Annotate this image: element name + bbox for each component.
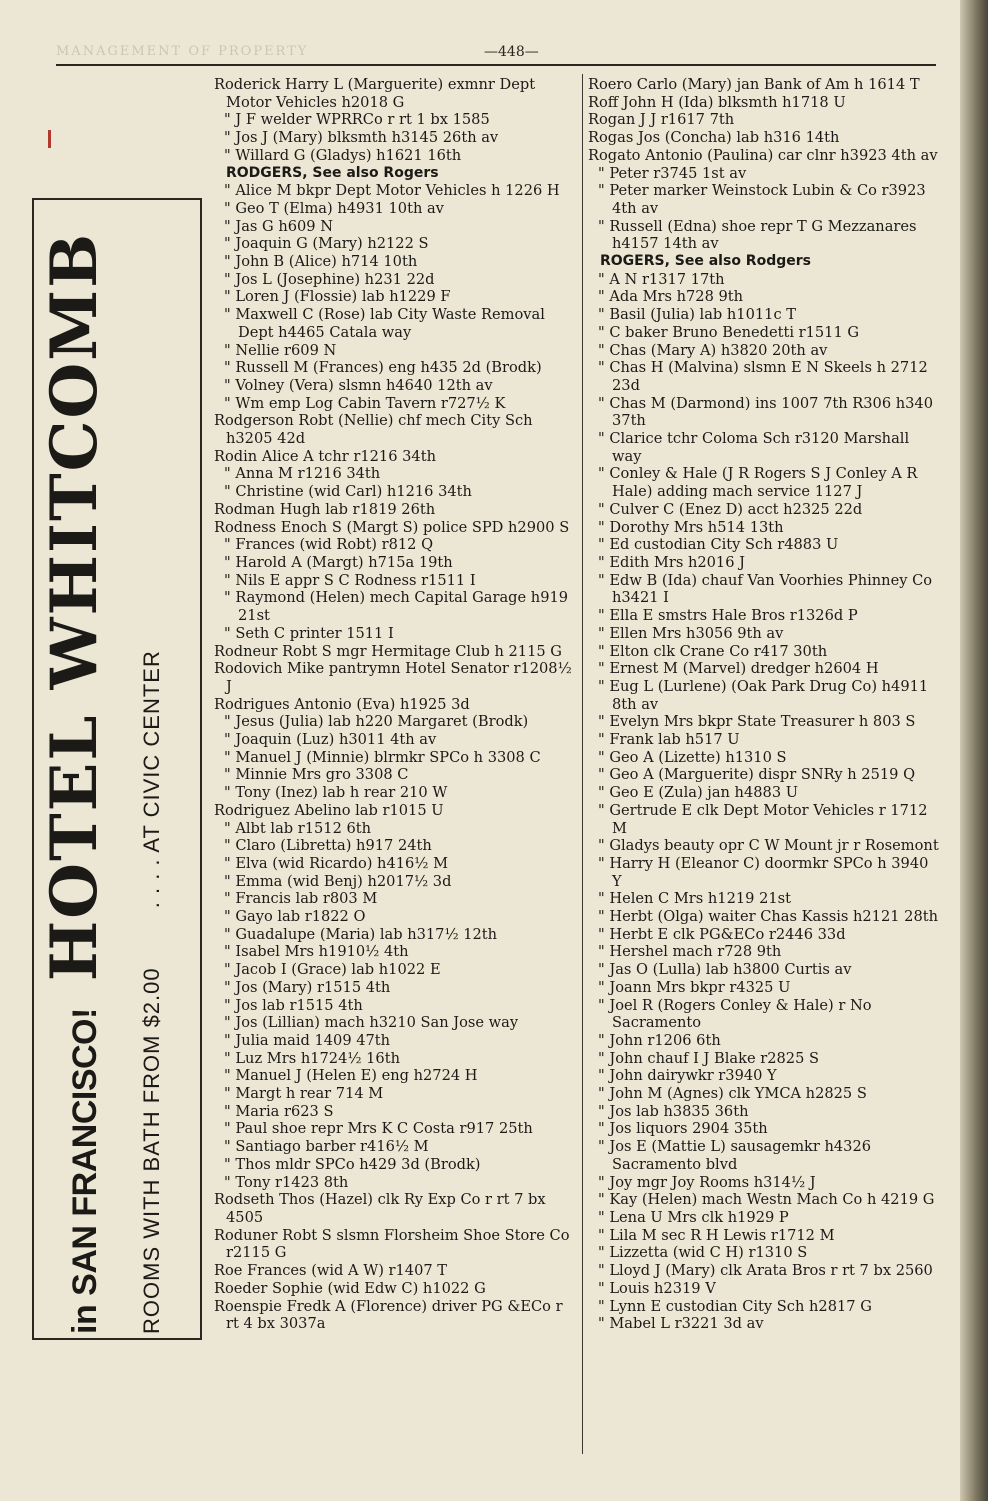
directory-entry: " Margt h rear 714 M [224,1085,384,1103]
directory-entry: " John M (Agnes) clk YMCA h2825 S [598,1085,867,1103]
directory-entry: " Claro (Libretta) h917 24th [224,837,432,855]
directory-entry: " Julia maid 1409 47th [224,1031,391,1049]
directory-entry: " Jos J (Mary) blksmth h3145 26th av [224,129,499,147]
directory-entry: " J F welder WPRRCo r rt 1 bx 1585 [224,111,490,129]
directory-entry: " Joaquin (Luz) h3011 4th av [224,731,437,749]
directory-entry: " Harold A (Margt) h715a 19th [224,553,453,571]
directory-entry: " Russell (Edna) shoe repr T G Mezzanares h4157 14th av [598,217,917,253]
directory-entry: " Jas O (Lulla) lab h3800 Curtis av [598,961,852,979]
page-number: —448— [484,44,539,60]
directory-entry: " John dairywkr r3940 Y [598,1067,777,1085]
directory-entry: Roduner Robt S slsmn Florsheim Shoe Store Co r2115 G [214,1226,570,1262]
directory-entry: " Eug L (Lurlene) (Oak Park Drug Co) h4911 8th av [598,677,929,713]
directory-entry: " Joy mgr Joy Rooms h314½ J [598,1173,816,1191]
directory-entry: " Jos lab h3835 36th [598,1102,749,1120]
directory-entry: " Geo T (Elma) h4931 10th av [224,199,444,217]
column-divider [582,74,583,1454]
directory-entry: " Jos L (Josephine) h231 22d [224,270,435,288]
directory-entry: " John chauf I J Blake r2825 S [598,1049,819,1067]
directory-entry: " Santiago barber r416½ M [224,1138,429,1156]
directory-entry: " Luz Mrs h1724½ 16th [224,1049,400,1067]
directory-entry: " Lila M sec R H Lewis r1712 M [598,1226,835,1244]
directory-entry: " Nellie r609 N [224,341,337,359]
directory-entry: " Louis h2319 V [598,1279,716,1297]
directory-entry: " Mabel L r3221 3d av [598,1315,764,1333]
directory-entry: " Edw B (Ida) chauf Van Voorhies Phinney Co h3421 I [598,571,933,607]
directory-entry: " Francis lab r803 M [224,890,378,908]
directory-entry: " Peter marker Weinstock Lubin & Co r3923 4th av [598,182,926,217]
directory-entry: " Dorothy Mrs h514 13th [598,518,784,536]
directory-entry: Rogas Jos (Concha) lab h316 14th [588,129,840,147]
directory-entry: " Edith Mrs h2016 J [598,553,745,571]
directory-entry: " Ellen Mrs h3056 9th av [598,624,784,642]
section-heading: ROGERS, See also Rodgers [600,253,811,270]
directory-entry: " Anna M r1216 34th [224,465,381,483]
directory-entry: " Evelyn Mrs bkpr State Treasurer h 803 S [598,713,916,731]
ad-location: . . . . AT CIVIC CENTER [139,650,164,909]
directory-entry: " Jos E (Mattie L) sausagemkr h4326 Sacramento blvd [598,1138,872,1173]
directory-entry: " Lizzetta (wid C H) r1310 S [598,1244,808,1262]
directory-entry: Rodman Hugh lab r1819 26th [214,500,436,518]
directory-entry: " Clarice tchr Coloma Sch r3120 Marshall way [598,430,910,465]
directory-entry: " Jesus (Julia) lab h220 Margaret (Brodk) [224,713,529,731]
directory-entry: " Joel R (Rogers Conley & Hale) r No Sacramento [598,996,872,1032]
ad-subline [139,204,165,1334]
directory-entry: " Elva (wid Ricardo) h416½ M [224,854,449,872]
directory-entry: " Albt lab r1512 6th [224,819,372,837]
directory-entry: " Jos (Lillian) mach h3210 San Jose way [224,1014,519,1032]
directory-entry: " Gladys beauty opr C W Mount jr r Rosemont [598,837,939,855]
directory-entry: " Elton clk Crane Co r417 30th [598,642,828,660]
directory-entry: " Chas M (Darmond) ins 1007 7th R306 h340 37th [598,394,933,430]
directory-entry: " Russell M (Frances) eng h435 2d (Brodk) [224,359,542,377]
directory-entry: " Tony (Inez) lab h rear 210 W [224,784,448,802]
directory-entry: " Geo A (Lizette) h1310 S [598,748,787,766]
directory-entry: " Frank lab h517 U [598,731,740,749]
hotel-advertisement [32,198,202,1340]
faded-header-text: MANAGEMENT OF PROPERTY [56,44,309,59]
directory-entry: " Maxwell C (Rose) lab City Waste Removal Dept h4465 Catala way [224,306,545,341]
directory-entry: " Seth C printer 1511 I [224,624,394,642]
ad-rooms: ROOMS WITH BATH FROM $2.00 [139,967,164,1334]
directory-entry: " Isabel Mrs h1910½ 4th [224,943,409,961]
directory-entry: Roff John H (Ida) blksmth h1718 U [588,93,846,111]
directory-entry: " Manuel J (Minnie) blrmkr SPCo h 3308 C [224,748,541,766]
directory-entry: " Emma (wid Benj) h2017½ 3d [224,872,452,890]
ad-hotel-name: HOTEL WHITCOMB [37,231,112,982]
directory-entry: " Jacob I (Grace) lab h1022 E [224,961,441,979]
directory-entry: Rodin Alice A tchr r1216 34th [214,447,436,465]
directory-entry: " Christine (wid Carl) h1216 34th [224,483,472,501]
directory-entry: Rogan J J r1617 7th [588,111,735,129]
directory-entry: " Basil (Julia) lab h1011c T [598,306,796,324]
margin-mark [48,130,51,148]
directory-entry: " Loren J (Flossie) lab h1229 F [224,288,451,306]
directory-entry: " Herbt (Olga) waiter Chas Kassis h2121 28th [598,908,938,926]
directory-entry: Rodness Enoch S (Margt S) police SPD h2900 S [214,518,570,536]
directory-entry: " Peter r3745 1st av [598,164,747,182]
directory-entry: " Jos lab r1515 4th [224,996,363,1014]
right-column [588,76,940,1333]
directory-entry: " Hershel mach r728 9th [598,943,782,961]
directory-entry: Rogato Antonio (Paulina) car clnr h3923 4th av [588,146,938,164]
directory-entry: " Frances (wid Robt) r812 Q [224,536,434,554]
directory-entry: " Minnie Mrs gro 3308 C [224,766,409,784]
directory-entry: " Ella E smstrs Hale Bros r1326d P [598,607,858,625]
ad-prefix: in SAN FRANCISCO! [66,1008,104,1334]
directory-entry: " Lynn E custodian City Sch h2817 G [598,1297,872,1315]
directory-entry: Rodseth Thos (Hazel) clk Ry Exp Co r rt 7 bx 4505 [214,1191,546,1226]
directory-entry: " Geo E (Zula) jan h4883 U [598,784,799,802]
directory-entry: " Jos (Mary) r1515 4th [224,978,391,996]
directory-entry: " Harry H (Eleanor C) doormkr SPCo h 3940 Y [598,854,929,890]
directory-entry: " Chas (Mary A) h3820 20th av [598,341,828,359]
directory-entry: " Nils E appr S C Rodness r1511 I [224,571,476,589]
directory-entry: " C baker Bruno Benedetti r1511 G [598,323,860,341]
directory-entry: Roe Frances (wid A W) r1407 T [214,1262,448,1280]
directory-entry: " A N r1317 17th [598,270,725,288]
directory-entry: " Willard G (Gladys) h1621 16th [224,146,462,164]
directory-entry: " Paul shoe repr Mrs K C Costa r917 25th [224,1120,533,1138]
directory-entry: " Joann Mrs bkpr r4325 U [598,978,791,996]
directory-entry: " Alice M bkpr Dept Motor Vehicles h 1226 H [224,182,560,200]
directory-entry: " Manuel J (Helen E) eng h2724 H [224,1067,478,1085]
section-heading: RODGERS, See also Rogers [226,164,439,181]
directory-entry: " John B (Alice) h714 10th [224,253,418,271]
left-column [214,76,580,1333]
directory-entry: " Jas G h609 N [224,217,333,235]
directory-entry: " Joaquin G (Mary) h2122 S [224,235,429,253]
directory-entry: " Geo A (Marguerite) dispr SNRy h 2519 Q [598,766,916,784]
directory-entry: " Conley & Hale (J R Rogers S J Conley A R Hale) adding mach service 1127 J [598,465,918,501]
directory-entry: " Helen C Mrs h1219 21st [598,890,792,908]
directory-entry: Roderick Harry L (Marguerite) exmnr Dept Motor Vehicles h2018 G [214,76,536,111]
directory-entry: " John r1206 6th [598,1031,721,1049]
directory-entry: " Lena U Mrs clk h1929 P [598,1209,789,1226]
directory-entry: " Gertrude E clk Dept Motor Vehicles r 1712 M [598,801,928,837]
directory-entry: " Jos liquors 2904 35th [598,1120,768,1138]
directory-entry: " Tony r1423 8th [224,1173,349,1191]
directory-entry: " Ernest M (Marvel) dredger h2604 H [598,660,879,678]
directory-entry: " Ed custodian City Sch r4883 U [598,536,839,554]
directory-entry: " Wm emp Log Cabin Tavern r727½ K [224,394,506,412]
directory-entry: Rodneur Robt S mgr Hermitage Club h 2115 G [214,642,562,660]
directory-entry: Rodgerson Robt (Nellie) chf mech City Sch h3205 42d [214,412,533,448]
directory-entry: Rodovich Mike pantrymn Hotel Senator r1208½ J [214,660,572,695]
page-header [56,36,936,66]
directory-entry: " Culver C (Enez D) acct h2325 22d [598,500,863,518]
directory-entry: Roenspie Fredk A (Florence) driver PG &ECo r rt 4 bx 3037a [214,1297,563,1333]
directory-entry: " Chas H (Malvina) slsmn E N Skeels h 2712 23d [598,359,928,394]
directory-entry: " Ada Mrs h728 9th [598,288,744,306]
directory-entry: " Lloyd J (Mary) clk Arata Bros r rt 7 bx 2560 [598,1262,933,1280]
ad-headline [37,204,112,1334]
directory-entry: " Gayo lab r1822 O [224,908,366,926]
directory-entry: " Volney (Vera) slsmn h4640 12th av [224,376,493,394]
directory-entry: Rodrigues Antonio (Eva) h1925 3d [214,695,470,713]
directory-entry: Roero Carlo (Mary) jan Bank of Am h 1614 T [588,76,920,93]
directory-entry: " Maria r623 S [224,1102,334,1120]
directory-entry: " Raymond (Helen) mech Capital Garage h919 21st [224,589,569,625]
directory-entry: Rodriguez Abelino lab r1015 U [214,801,444,819]
page-edge [960,0,988,1501]
directory-entry: Roeder Sophie (wid Edw C) h1022 G [214,1279,486,1297]
directory-entry: " Kay (Helen) mach Westn Mach Co h 4219 G [598,1191,935,1209]
directory-entry: " Guadalupe (Maria) lab h317½ 12th [224,925,498,943]
directory-entry: " Thos mldr SPCo h429 3d (Brodk) [224,1155,481,1173]
directory-entry: " Herbt E clk PG&ECo r2446 33d [598,925,846,943]
